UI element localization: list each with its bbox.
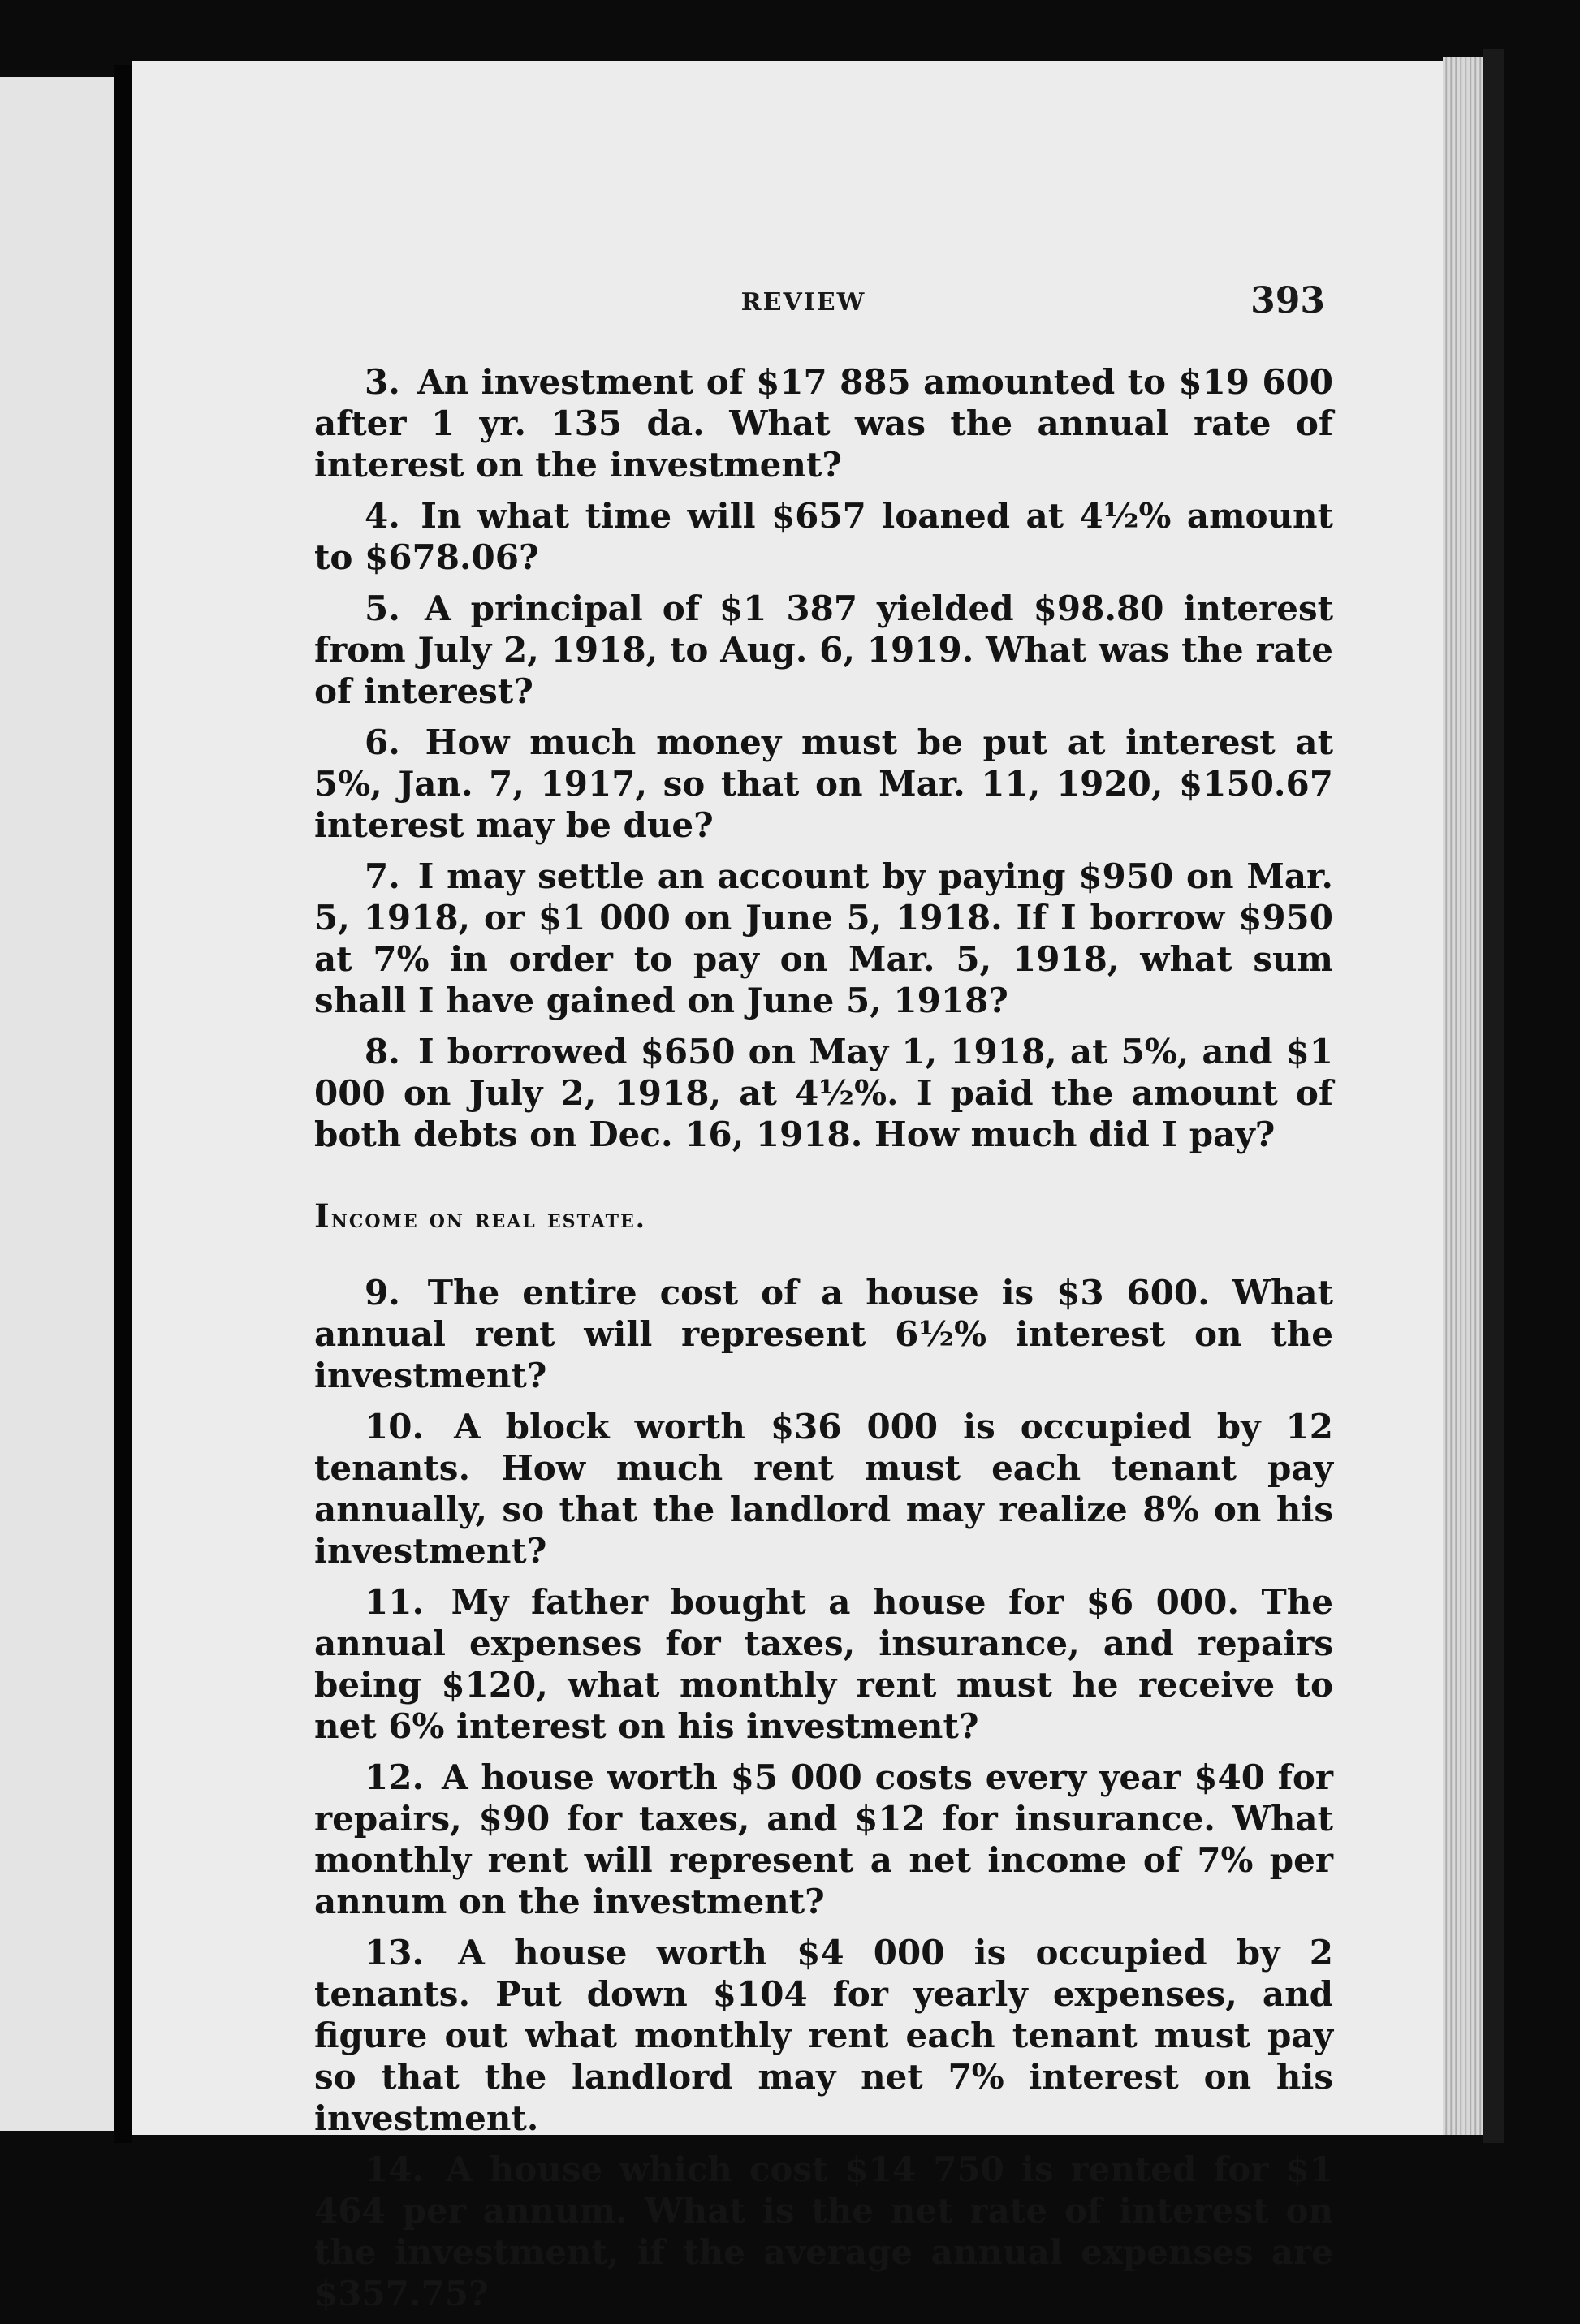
problem-item bbox=[314, 1406, 1333, 1572]
problem-list-interest bbox=[314, 361, 1333, 1155]
problem-text: In what time will $657 loaned at 4½% amount to $678.06? bbox=[314, 496, 1333, 577]
problem-list-real-estate bbox=[314, 1272, 1333, 2314]
problem-number: 11. bbox=[365, 1582, 425, 1622]
problem-item bbox=[314, 1932, 1333, 2139]
page-edges bbox=[1443, 57, 1483, 2135]
problem-text: A house worth $4 000 is occupied by 2 tenants. Put down $104 for yearly expenses, and figure out what monthly rent each tenant must pay so that the landlord may net 7% interest on his investment. bbox=[314, 1933, 1333, 2138]
problem-number: 13. bbox=[365, 1933, 425, 1973]
book-gutter bbox=[114, 65, 132, 2143]
problem-item bbox=[314, 722, 1333, 846]
problem-number: 5. bbox=[365, 589, 400, 628]
problem-item bbox=[314, 361, 1333, 485]
problem-text: I borrowed $650 on May 1, 1918, at 5%, and $1 000 on July 2, 1918, at 4½%. I paid the amount of both debts on Dec. 16, 1918. How much did I pay? bbox=[314, 1032, 1333, 1154]
problem-text: My father bought a house for $6 000. The annual expenses for taxes, insurance, and repairs being $120, what monthly rent must he receive to net 6% interest on his investment? bbox=[314, 1582, 1333, 1746]
problem-number: 3. bbox=[365, 362, 400, 402]
problem-number: 14. bbox=[365, 2149, 425, 2189]
problem-item bbox=[314, 1581, 1333, 1747]
page-number: 393 bbox=[1250, 280, 1325, 321]
problem-number: 7. bbox=[365, 856, 400, 896]
problem-text: A house worth $5 000 costs every year $40 for repairs, $90 for taxes, and $12 for insurance. What monthly rent will represent a net income of 7% per annum on the investment? bbox=[314, 1757, 1334, 1921]
problem-number: 6. bbox=[365, 722, 400, 762]
problem-item bbox=[314, 588, 1333, 712]
left-facing-page bbox=[0, 77, 114, 2131]
problem-text: A house which cost $14 750 is rented for $1 464 per annum. What is the net rate of interest on the investment, if the average annual expenses are $357.75? bbox=[314, 2149, 1333, 2313]
section-heading-rest: ncome on real estate. bbox=[330, 1203, 646, 1234]
problem-item bbox=[314, 1757, 1333, 1922]
problem-item bbox=[314, 1272, 1333, 1396]
problem-text: A principal of $1 387 yielded $98.80 interest from July 2, 1918, to Aug. 6, 1919. What was the rate of interest? bbox=[314, 589, 1334, 711]
problem-text: The entire cost of a house is $3 600. What annual rent will represent 6½% interest on the investment? bbox=[314, 1273, 1333, 1395]
problem-text: How much money must be put at interest at 5%, Jan. 7, 1917, so that on Mar. 11, 1920, $150.67 interest may be due? bbox=[314, 722, 1334, 845]
problem-item bbox=[314, 856, 1333, 1021]
problem-number: 10. bbox=[365, 1407, 425, 1447]
problem-item bbox=[314, 495, 1333, 578]
problem-text: A block worth $36 000 is occupied by 12 tenants. How much rent must each tenant pay annually, so that the landlord may realize 8% on his investment? bbox=[314, 1407, 1333, 1571]
page-header bbox=[132, 280, 1443, 329]
problem-text: An investment of $17 885 amounted to $19 600 after 1 yr. 135 da. What was the annual rate of interest on the investment? bbox=[314, 362, 1333, 485]
problem-item bbox=[314, 1031, 1333, 1155]
problem-item bbox=[314, 2149, 1333, 2314]
page-content bbox=[314, 361, 1333, 2324]
section-heading bbox=[314, 1196, 1333, 1240]
problem-number: 8. bbox=[365, 1032, 400, 1071]
problem-text: I may settle an account by paying $950 on Mar. 5, 1918, or $1 000 on June 5, 1918. If I borrow $950 at 7% in order to pay on Mar. 5, 1918, what sum shall I have gained on June 5, 1918? bbox=[314, 856, 1334, 1020]
section-heading-initial: I bbox=[314, 1197, 331, 1235]
problem-number: 4. bbox=[365, 496, 400, 536]
problem-number: 12. bbox=[365, 1757, 425, 1797]
problem-number: 9. bbox=[365, 1273, 400, 1313]
book-page bbox=[132, 61, 1443, 2313]
running-head: REVIEW bbox=[740, 288, 866, 317]
book-edge-shadow bbox=[1483, 49, 1504, 2143]
